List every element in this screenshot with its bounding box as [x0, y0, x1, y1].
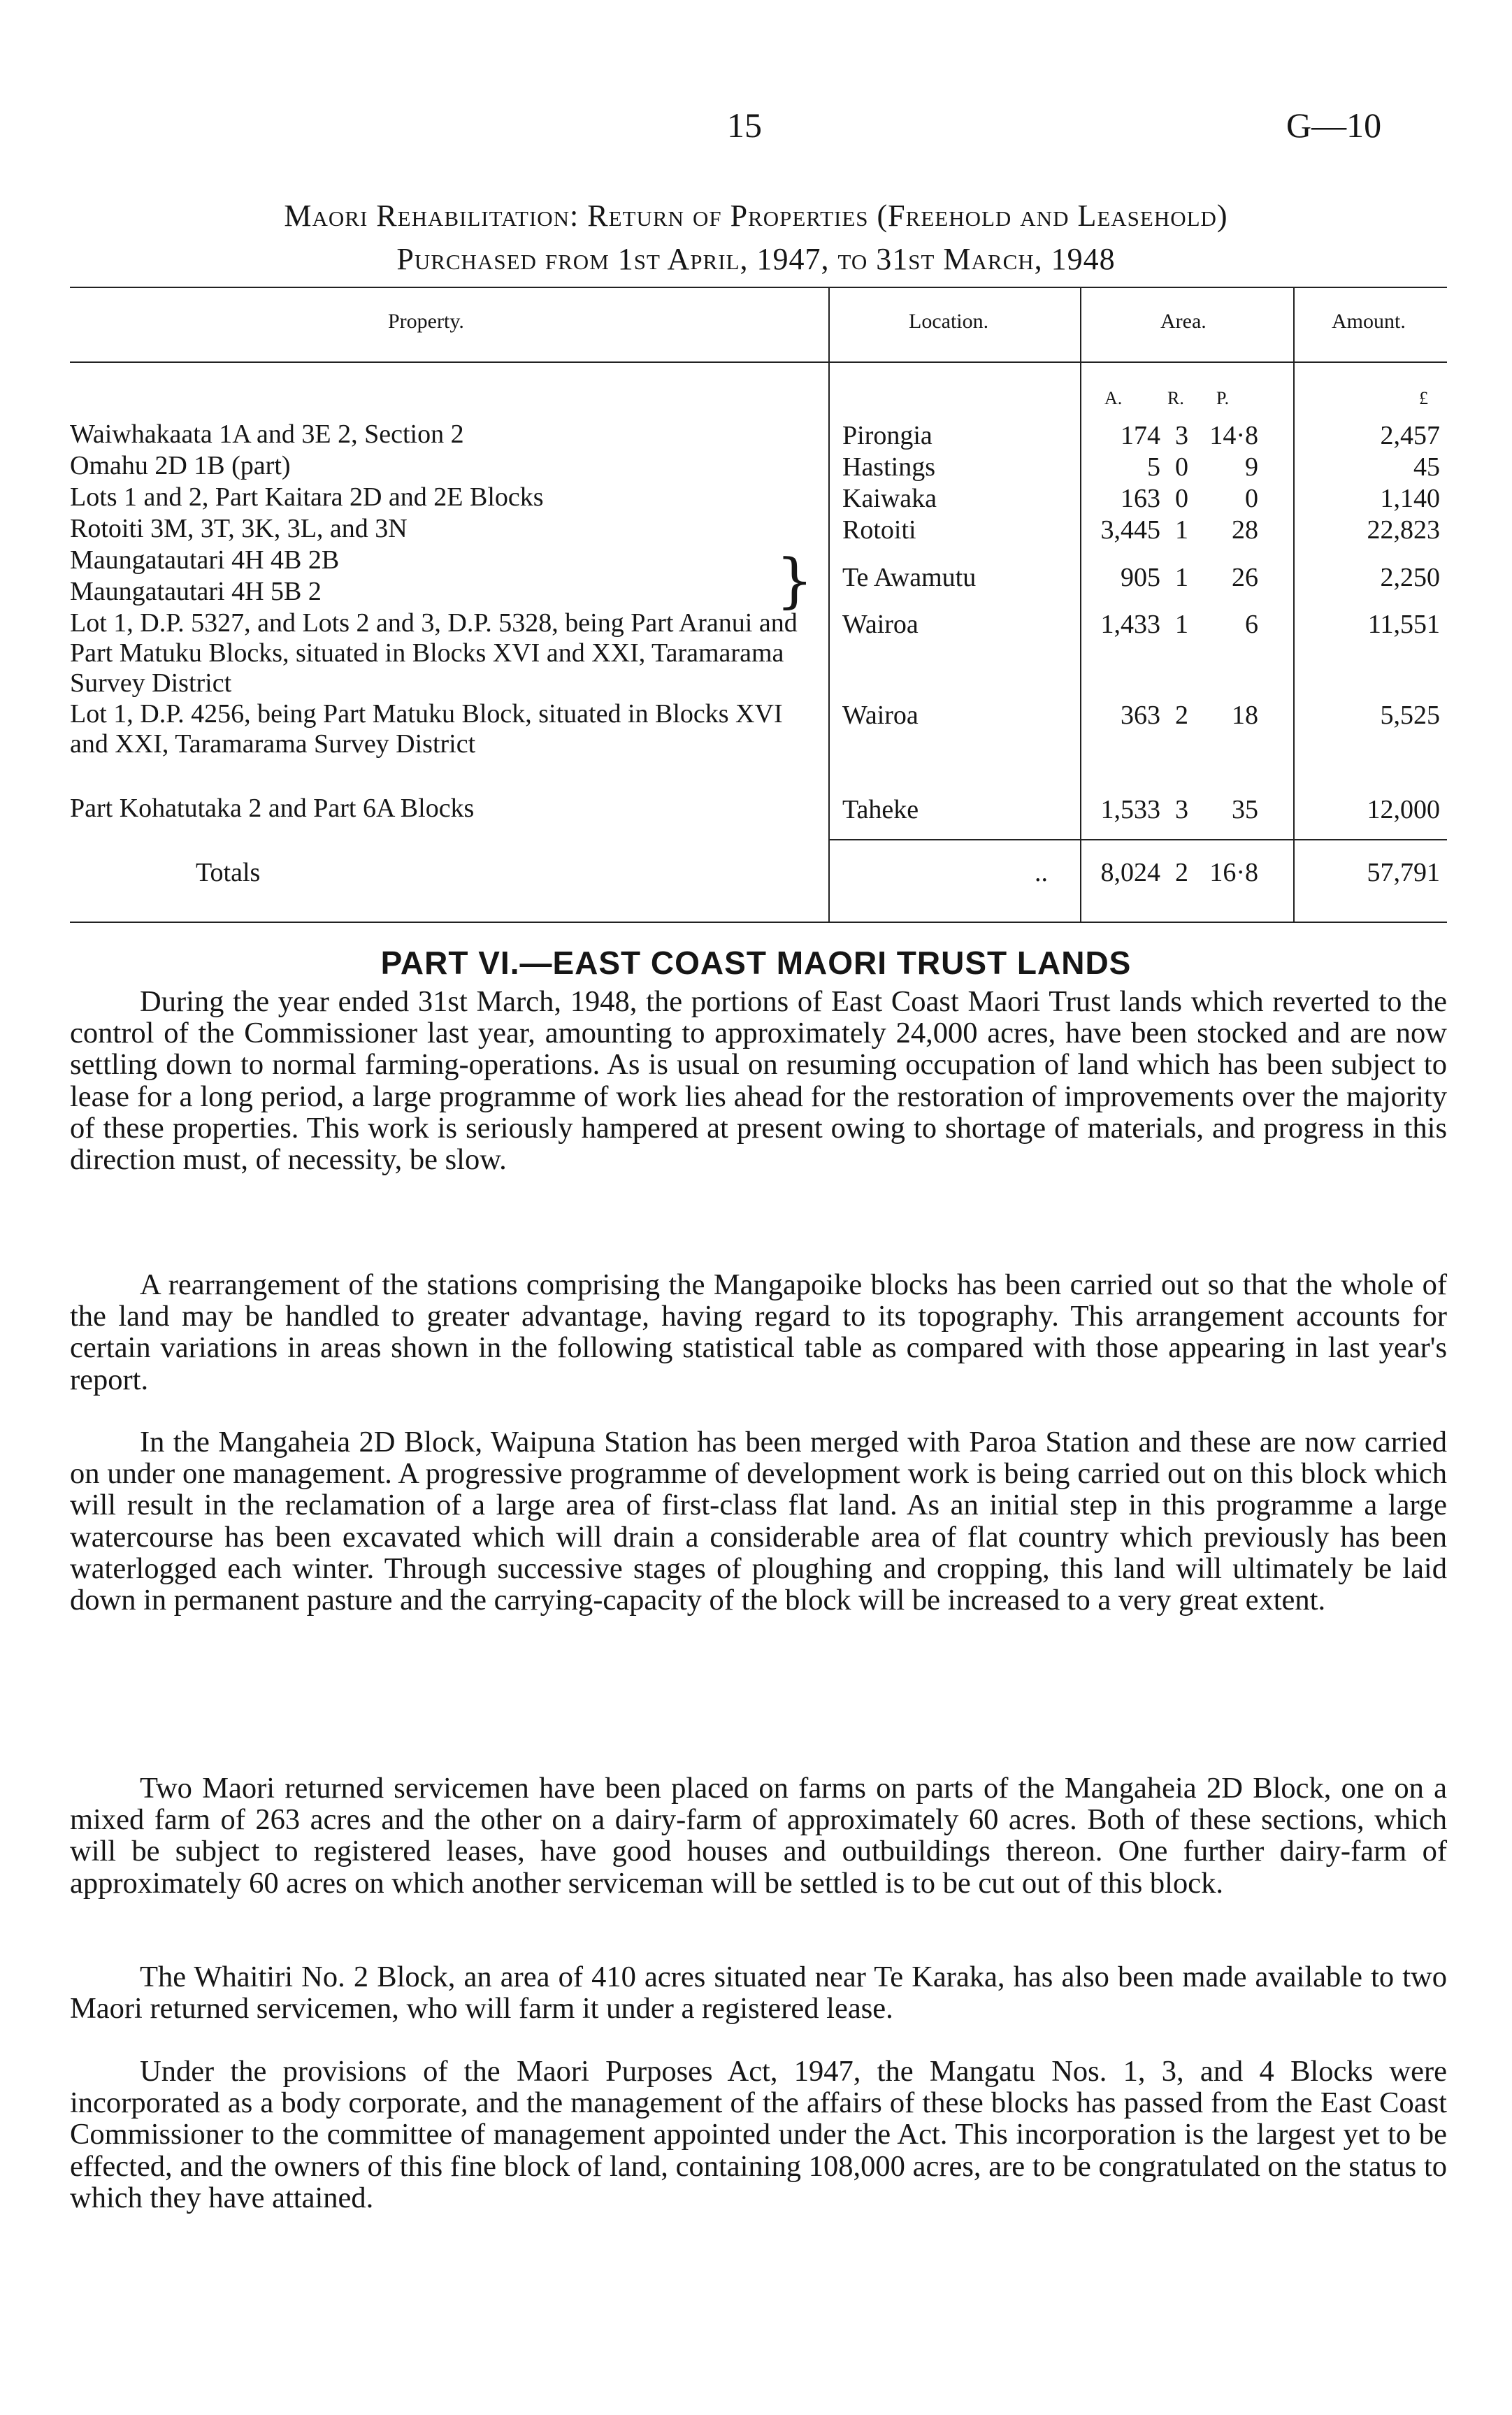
table-row-roods: 3	[1175, 421, 1188, 450]
table-row-location: Pirongia	[842, 421, 933, 450]
table-row-acres: 163	[1121, 484, 1160, 513]
brace-glyph: }	[776, 546, 814, 615]
unit-acres: A.	[1104, 388, 1123, 408]
table-row-acres: 5	[1147, 452, 1160, 482]
table-row-location: Rotoiti	[842, 515, 916, 545]
table-row-amount: 2,250	[1380, 563, 1440, 592]
column-divider-amount	[1293, 287, 1295, 922]
body-paragraph: A rearrangement of the stations comprising the Mangapoike blocks has been carried out so that the whole of the land may be handled to greater advantage, having regard to its topography. This arrangement accounts for certain variations in areas shown in the following statistical table as compared with those appearing in last year's report.	[70, 1268, 1447, 1396]
table-row-acres: 3,445	[1100, 515, 1160, 545]
table-row-perches: 9	[1245, 452, 1258, 482]
table-row-acres: 1,533	[1100, 795, 1160, 824]
table-row-roods: 0	[1175, 484, 1188, 513]
table-row-roods: 2	[1175, 701, 1188, 730]
totals-label: Totals	[196, 858, 261, 887]
table-row-property: Rotoiti 3M, 3T, 3K, 3L, and 3N	[70, 514, 408, 543]
table-row-location: Wairoa	[842, 701, 919, 730]
section-heading: PART VI.—EAST COAST MAORI TRUST LANDS	[380, 945, 1132, 981]
table-row-location: Taheke	[842, 795, 919, 824]
table-title-line-2: Purchased from 1st April, 1947, to 31st March, 1948	[396, 242, 1116, 276]
table-row-property: Omahu 2D 1B (part)	[70, 451, 291, 480]
table-row-amount: 11,551	[1367, 610, 1440, 639]
table-row-perches: 18	[1232, 701, 1258, 730]
table-title-line-1: Maori Rehabilitation: Return of Properties (Freehold and Leasehold)	[284, 199, 1228, 233]
table-row-amount: 12,000	[1367, 795, 1440, 824]
table-row-roods: 1	[1175, 610, 1188, 639]
page-number: 15	[727, 106, 762, 145]
table-row-location: Wairoa	[842, 610, 919, 639]
document-reference: G—10	[1286, 106, 1382, 145]
table-row-amount: 2,457	[1380, 421, 1440, 450]
table-top-rule	[70, 287, 1447, 288]
table-row-property: Lot 1, D.P. 4256, being Part Matuku Block, situated in Blocks XVI and XXI, Taramarama Survey District	[70, 699, 783, 759]
body-paragraph: Under the provisions of the Maori Purposes Act, 1947, the Mangatu Nos. 1, 3, and 4 Blocks were incorporated as a body corporate, and the management of the affairs of these blocks has passed from the East Coast Commissioner to the committee of management appointed under the Act. This incorporation is the largest yet to be effected, and the owners of this fine block of land, containing 108,000 acres, are to be congratulated on the status to which they have attained.	[70, 2055, 1447, 2214]
table-row-acres: 905	[1121, 563, 1160, 592]
body-paragraph: In the Mangaheia 2D Block, Waipuna Station has been merged with Paroa Station and these are now carried on under one management. A progressive programme of development work is being carried out on this block which will result in the reclamation of a large area of first-class flat land. As an initial step in this programme a large watercourse has been excavated which will drain a considerable area of flat country which previously has been waterlogged each winter. Through successive stages of ploughing and cropping, this land will ultimately be laid down in permanent pasture and the carrying-capacity of the block will be increased to a very great extent.	[70, 1426, 1447, 1617]
table-row-perches: 28	[1232, 515, 1258, 545]
table-row-perches: 6	[1245, 610, 1258, 639]
column-header-location: Location.	[909, 310, 989, 333]
body-paragraph: During the year ended 31st March, 1948, the portions of East Coast Maori Trust lands which reverted to the control of the Commissioner last year, amounting to approximately 24,000 acres, have been stocked and are now settling down to normal farming-operations. As is usual on resuming occupation of land which has been subject to lease for a long period, a large programme of work lies ahead for the restoration of improvements over the majority of these properties. This work is seriously hampered at present owing to shortage of materials, and progress in this direction must, of necessity, be slow.	[70, 985, 1447, 1177]
table-row-property: Waiwhakaata 1A and 3E 2, Section 2	[70, 420, 464, 449]
table-row-property-second-line: Maungatautari 4H 5B 2	[70, 577, 322, 606]
column-header-amount: Amount.	[1332, 310, 1406, 333]
table-row-property: Lots 1 and 2, Part Kaitara 2D and 2E Blocks	[70, 482, 544, 512]
table-row-roods: 0	[1175, 452, 1188, 482]
totals-roods: 2	[1175, 858, 1188, 887]
table-row-perches: 26	[1232, 563, 1258, 592]
table-row-amount: 22,823	[1367, 515, 1440, 545]
table-row-acres: 1,433	[1100, 610, 1160, 639]
table-row-location: Kaiwaka	[842, 484, 937, 513]
column-header-property: Property.	[388, 310, 464, 333]
column-divider-location	[828, 287, 830, 922]
table-row-perches: 0	[1245, 484, 1258, 513]
totals-acres: 8,024	[1100, 858, 1160, 887]
unit-pounds: £	[1419, 388, 1428, 408]
unit-roods: R.	[1167, 388, 1184, 408]
unit-perches: P.	[1216, 388, 1230, 408]
table-row-roods: 3	[1175, 795, 1188, 824]
header-bottom-rule	[70, 361, 1447, 363]
column-divider-area	[1080, 287, 1081, 922]
table-row-location: Hastings	[842, 452, 935, 482]
table-row-amount: 5,525	[1380, 701, 1440, 730]
table-row-acres: 174	[1121, 421, 1160, 450]
table-row-roods: 1	[1175, 515, 1188, 545]
totals-perches: 16·8	[1209, 858, 1258, 887]
table-row-acres: 363	[1121, 701, 1160, 730]
totals-location: ..	[1035, 858, 1048, 887]
totals-amount: 57,791	[1367, 858, 1440, 887]
table-row-property: Maungatautari 4H 4B 2B	[70, 545, 340, 575]
table-bottom-rule	[70, 922, 1447, 923]
body-paragraph: Two Maori returned servicemen have been placed on farms on parts of the Mangaheia 2D Block, one on a mixed farm of 263 acres and the other on a dairy-farm of approximately 60 acres. Both of these sections, which will be subject to registered leases, have good houses and outbuildings thereon. One further dairy-farm of approximately 60 acres on which another serviceman will be settled is to be cut out of this block.	[70, 1772, 1447, 1900]
table-row-property: Part Kohatutaka 2 and Part 6A Blocks	[70, 794, 475, 823]
table-row-amount: 1,140	[1380, 484, 1440, 513]
table-row-perches: 14·8	[1209, 421, 1258, 450]
column-header-area: Area.	[1160, 310, 1207, 333]
table-row-location: Te Awamutu	[842, 563, 977, 592]
table-row-roods: 1	[1175, 563, 1188, 592]
table-row-amount: 45	[1413, 452, 1440, 482]
table-row-property: Lot 1, D.P. 5327, and Lots 2 and 3, D.P. 5328, being Part Aranui and Part Matuku Blocks, situated in Blocks XVI and XXI, Taramarama Survey District	[70, 608, 798, 698]
body-paragraph: The Whaitiri No. 2 Block, an area of 410 acres situated near Te Karaka, has also been made available to two Maori returned servicemen, who will farm it under a registered lease.	[70, 1961, 1447, 2026]
totals-top-rule	[828, 839, 1447, 840]
table-row-perches: 35	[1232, 795, 1258, 824]
